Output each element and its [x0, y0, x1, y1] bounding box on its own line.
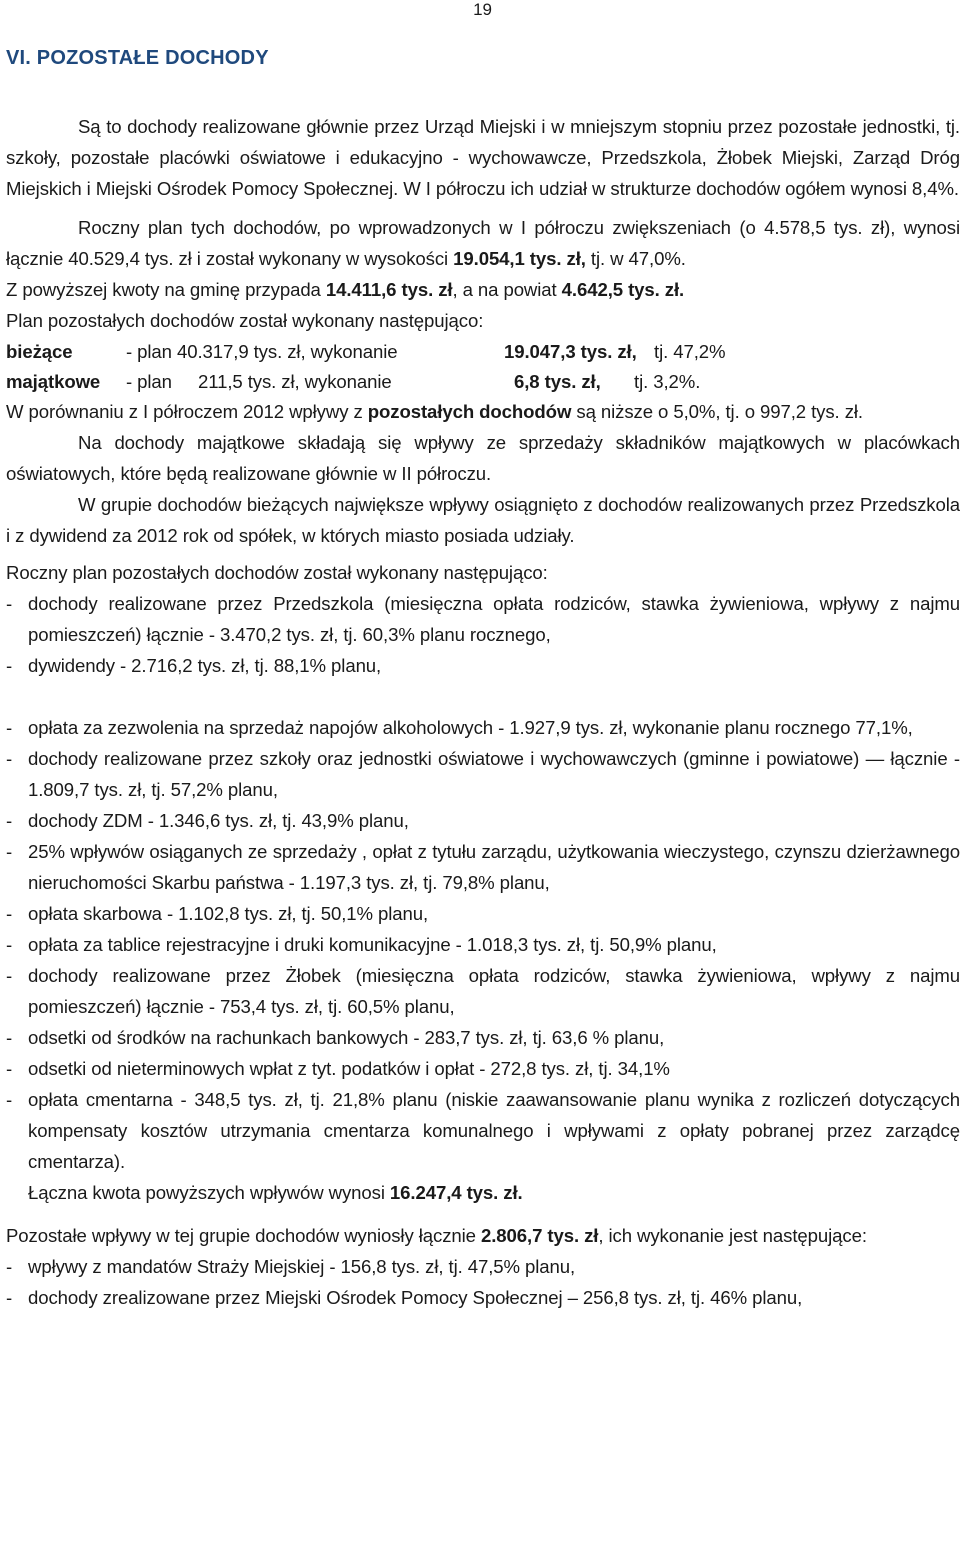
current-income-row — [6, 336, 960, 366]
comparison-text-end: są niższe o 5,0%, tj. o 997,2 tys. zł. — [571, 401, 863, 422]
list-item: - dochody realizowane przez szkoły oraz jednostki oświatowe i wychowawczych (gminne i powiatowe) — łącznie - 1.809,7 tys. zł, tj. 57,2% planu, — [6, 743, 960, 805]
split-paragraph — [6, 274, 960, 305]
other-income-text: Pozostałe wpływy w tej grupie dochodów wyniosły łącznie — [6, 1225, 481, 1246]
total-amount: 16.247,4 tys. zł. — [389, 1182, 523, 1203]
comparison-text-start: W porównaniu z I półroczem 2012 wpływy z — [6, 401, 368, 422]
other-income-amount: 2.806,7 tys. zł — [480, 1225, 599, 1246]
document-body — [6, 111, 960, 1313]
capital-income-plan: 211,5 tys. zł, wykonanie — [198, 371, 392, 392]
other-income-paragraph — [6, 1220, 960, 1251]
capital-income-row — [6, 366, 960, 396]
capital-income-plan-prefix: - plan — [126, 371, 172, 392]
list-item: - dochody zrealizowane przez Miejski Ośrodek Pomocy Społecznej – 256,8 tys. zł, tj. 46% planu, — [6, 1282, 960, 1313]
annual-plan-executed: 19.054,1 tys. zł, — [453, 248, 586, 269]
total-paragraph — [6, 1177, 960, 1208]
split-text-gmina: Z powyższej kwoty na gminę przypada — [6, 279, 326, 300]
section-spacer — [6, 1208, 960, 1220]
comparison-paragraph — [6, 396, 960, 427]
list-item: - dochody ZDM - 1.346,6 tys. zł, tj. 43,9% planu, — [6, 805, 960, 836]
list-item: - dochody realizowane przez Żłobek (miesięczna opłata rodziców, stawka żywieniowa, wpływy z najmu pomieszczeń) łącznie - 753,4 tys. zł, tj. 60,5% planu, — [6, 960, 960, 1022]
current-income-label: bieżące — [6, 341, 73, 362]
intro-paragraph: Są to dochody realizowane głównie przez Urząd Miejski i w mniejszym stopniu przez pozostałe jednostki, tj. szkoły, pozostałe placówki oświatowe i edukacyjno - wychowawcze, Przedszkola, Żłobek Miejski, Zarząd Dróg Miejskich i Miejski Ośrodek Pomocy Społecznej. W I półroczu ich udział w strukturze dochodów ogółem wynosi 8,4%. — [6, 116, 960, 199]
list-item: - dywidendy - 2.716,2 tys. zł, tj. 88,1% planu, — [6, 650, 960, 681]
list-item: - opłata za tablice rejestracyjne i druki komunikacyjne - 1.018,3 tys. zł, tj. 50,9% planu, — [6, 929, 960, 960]
split-powiat-amount: 4.642,5 tys. zł. — [561, 279, 685, 300]
current-income-percent: tj. 47,2% — [654, 341, 726, 362]
list-item: - dochody realizowane przez Przedszkola (miesięczna opłata rodziców, stawka żywieniowa, wpływy z najmu pomieszczeń) łącznie - 3.470,2 tys. zł, tj. 60,3% planu rocznego, — [6, 588, 960, 650]
list-spacer — [6, 681, 960, 712]
list-item: - 25% wpływów osiąganych ze sprzedaży , opłat z tytułu zarządu, użytkowania wieczystego, czynszu dzierżawnego nieruchomości Skarbu państwa - 1.197,3 tys. zł, tj. 79,8% planu, — [6, 836, 960, 898]
current-income-plan: - plan 40.317,9 tys. zł, wykonanie — [126, 341, 398, 362]
list-item: - odsetki od nieterminowych wpłat z tyt. podatków i opłat - 272,8 tys. zł, tj. 34,1% — [6, 1053, 960, 1084]
other-income-text-end: , ich wykonanie jest następujące: — [598, 1225, 867, 1246]
list-item: - wpływy z mandatów Straży Miejskiej - 156,8 tys. zł, tj. 47,5% planu, — [6, 1251, 960, 1282]
execution-intro: Plan pozostałych dochodów został wykonany następująco: — [6, 310, 484, 331]
current-income-executed: 19.047,3 tys. zł, — [504, 341, 637, 362]
list-item: - opłata cmentarna - 348,5 tys. zł, tj. 21,8% planu (niskie zaawansowanie planu wynika z rozliczeń dotyczących kompensaty kosztów utrzymania cmentarza komunalnego i wpływami z opłaty pobranej przez zarządcę cmentarza). — [6, 1084, 960, 1177]
capital-income-percent: tj. 3,2%. — [634, 371, 701, 392]
page-number: 19 — [473, 0, 492, 19]
other-income-list — [6, 1251, 960, 1313]
capital-income-paragraph: Na dochody majątkowe składają się wpływy ze sprzedaży składników majątkowych w placówkach oświatowych, które będą realizowane głównie w II półroczu. — [6, 432, 960, 484]
annual-plan-percent: tj. w 47,0%. — [585, 248, 686, 269]
capital-income-executed: 6,8 tys. zł, — [514, 371, 601, 392]
split-gmina-amount: 14.411,6 tys. zł — [325, 279, 453, 300]
comparison-emphasis: pozostałych dochodów — [367, 401, 572, 422]
section-title: VI. POZOSTAŁE DOCHODY — [6, 47, 269, 69]
breakdown-list-secondary — [6, 712, 960, 1177]
annual-plan-paragraph — [6, 212, 960, 274]
list-item: - opłata za zezwolenia na sprzedaż napojów alkoholowych - 1.927,9 tys. zł, wykonanie planu rocznego 77,1%, — [6, 712, 960, 743]
list-item: - odsetki od środków na rachunkach bankowych - 283,7 tys. zł, tj. 63,6 % planu, — [6, 1022, 960, 1053]
annual-breakdown-intro: Roczny plan pozostałych dochodów został wykonany następująco: — [6, 562, 548, 583]
capital-income-label: majątkowe — [6, 371, 101, 392]
breakdown-list-primary — [6, 588, 960, 681]
list-item: - opłata skarbowa - 1.102,8 tys. zł, tj. 50,1% planu, — [6, 898, 960, 929]
current-income-paragraph: W grupie dochodów bieżących największe wpływy osiągnięto z dochodów realizowanych przez Przedszkola i z dywidend za 2012 rok od spółek, w których miasto posiada udziały. — [6, 494, 960, 546]
annual-plan-text: Roczny plan tych dochodów, po wprowadzonych w I półroczu zwiększeniach (o 4.578,5 tys. zł), wynosi łącznie 40.529,4 tys. zł i został wykonany w wysokości — [6, 217, 960, 269]
total-text: Łączna kwota powyższych wpływów wynosi — [28, 1182, 390, 1203]
split-text-powiat: , a na powiat — [452, 279, 562, 300]
